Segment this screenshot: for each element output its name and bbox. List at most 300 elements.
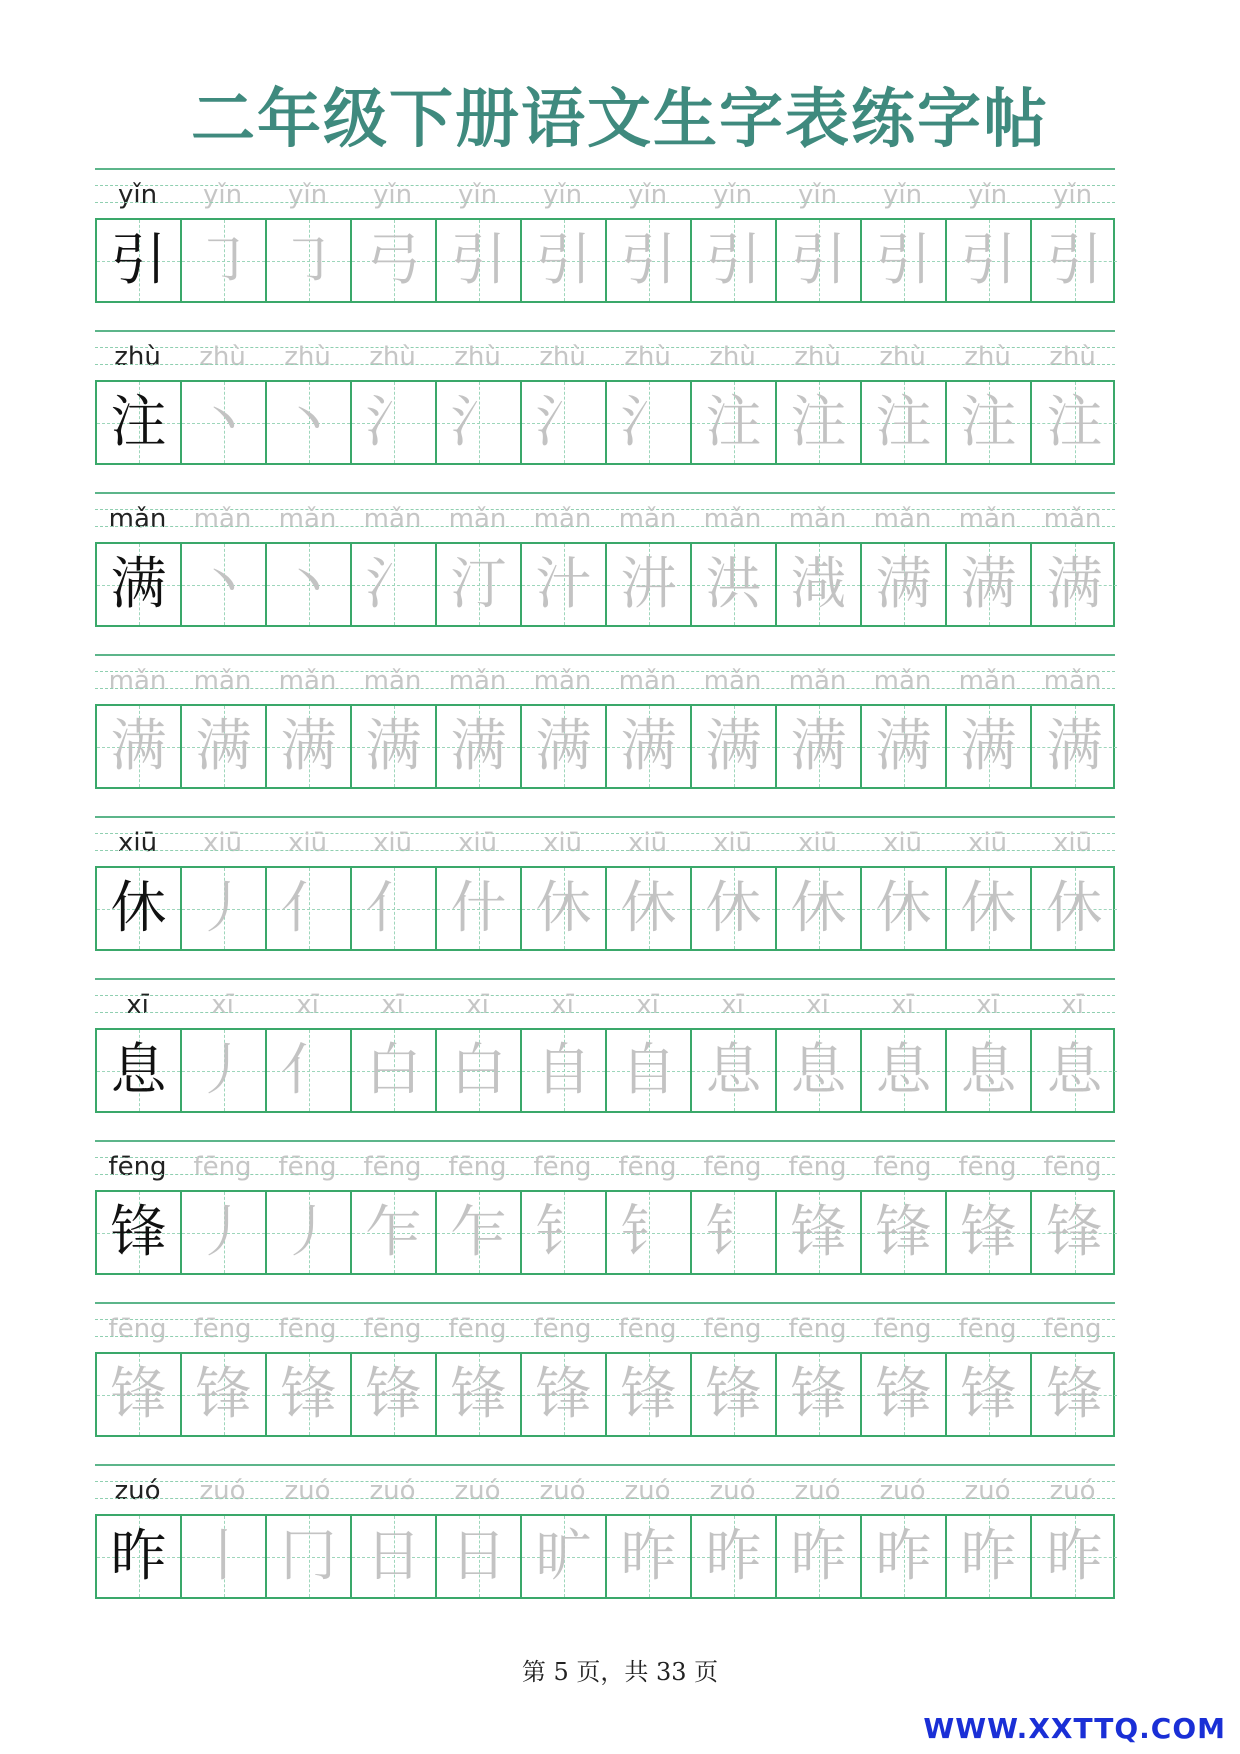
pinyin-guide-band — [95, 1464, 1115, 1514]
writing-cell[interactable] — [1032, 1354, 1117, 1435]
writing-cell[interactable] — [947, 1354, 1032, 1435]
pinyin-trace: zuó — [964, 1476, 1011, 1506]
trace-character: 锋 — [790, 1200, 847, 1265]
trace-character: 冂 — [280, 1524, 337, 1589]
pinyin-guide-band — [95, 492, 1115, 542]
pinyin-trace: zhù — [709, 342, 756, 372]
writing-cell[interactable] — [437, 706, 522, 787]
writing-cell[interactable] — [267, 706, 352, 787]
writing-cell[interactable] — [607, 1192, 692, 1273]
pinyin-trace: xī — [1061, 990, 1084, 1020]
writing-cell[interactable] — [352, 1030, 437, 1111]
pinyin-trace: mǎn — [788, 666, 847, 696]
writing-cell[interactable] — [97, 544, 182, 625]
writing-cell[interactable] — [692, 544, 777, 625]
writing-cell[interactable] — [777, 220, 862, 301]
pinyin-trace: fēng — [533, 1314, 592, 1344]
writing-cell[interactable] — [777, 1192, 862, 1273]
pinyin-label: fēng — [108, 1152, 167, 1182]
trace-character: 锋 — [450, 1362, 507, 1427]
writing-cell[interactable] — [182, 220, 267, 301]
trace-character: 丿 — [195, 1200, 252, 1265]
pinyin-trace: zuó — [794, 1476, 841, 1506]
writing-cell[interactable] — [352, 544, 437, 625]
model-character: 昨 — [110, 1524, 167, 1589]
pinyin-trace: fēng — [448, 1152, 507, 1182]
trace-character: 汫 — [620, 552, 677, 617]
trace-character: 锋 — [195, 1362, 252, 1427]
writing-cell[interactable] — [437, 1516, 522, 1597]
practice-row — [95, 1464, 1115, 1626]
trace-character: 自 — [535, 1038, 592, 1103]
writing-cell[interactable] — [947, 868, 1032, 949]
writing-cell[interactable] — [607, 1354, 692, 1435]
writing-cell[interactable] — [267, 1192, 352, 1273]
trace-character: 自 — [620, 1038, 677, 1103]
pinyin-guide-band — [95, 330, 1115, 380]
writing-cell[interactable] — [97, 1354, 182, 1435]
writing-cell[interactable] — [947, 1192, 1032, 1273]
pinyin-guide-band — [95, 654, 1115, 704]
writing-cell[interactable] — [267, 1030, 352, 1111]
pinyin-trace: zuó — [539, 1476, 586, 1506]
pinyin-trace: mǎn — [1043, 504, 1102, 534]
pinyin-trace: fēng — [1043, 1152, 1102, 1182]
pinyin-trace: xī — [381, 990, 404, 1020]
writing-cell[interactable] — [522, 220, 607, 301]
writing-cell[interactable] — [777, 1030, 862, 1111]
writing-cell[interactable] — [947, 1516, 1032, 1597]
writing-cell[interactable] — [777, 1354, 862, 1435]
trace-character: 氵 — [365, 390, 422, 455]
trace-character: 昨 — [705, 1524, 762, 1589]
pinyin-trace: mǎn — [873, 504, 932, 534]
writing-cell[interactable] — [862, 382, 947, 463]
writing-cell[interactable] — [777, 544, 862, 625]
site-watermark: WWW.XXTTQ.COM — [923, 1712, 1226, 1745]
writing-cell[interactable] — [1032, 220, 1117, 301]
writing-cell[interactable] — [947, 706, 1032, 787]
trace-character: 锋 — [535, 1362, 592, 1427]
trace-character: 息 — [790, 1038, 847, 1103]
writing-cell[interactable] — [437, 1354, 522, 1435]
pinyin-label: yǐn — [117, 180, 158, 210]
pinyin-trace: fēng — [958, 1152, 1017, 1182]
trace-character: 锋 — [1046, 1362, 1103, 1427]
writing-cell[interactable] — [862, 1192, 947, 1273]
pinyin-trace: zhù — [964, 342, 1011, 372]
writing-cell[interactable] — [437, 544, 522, 625]
pinyin-trace: yǐn — [372, 180, 413, 210]
pinyin-trace: xī — [891, 990, 914, 1020]
writing-cell[interactable] — [692, 868, 777, 949]
pinyin-trace: xī — [806, 990, 829, 1020]
writing-cell[interactable] — [97, 1030, 182, 1111]
writing-cell[interactable] — [97, 706, 182, 787]
pinyin-trace: fēng — [788, 1152, 847, 1182]
pinyin-trace: zhù — [284, 342, 331, 372]
writing-cell[interactable] — [97, 1516, 182, 1597]
pinyin-trace: yǐn — [967, 180, 1008, 210]
writing-cell[interactable] — [692, 1516, 777, 1597]
pinyin-trace: zuó — [709, 1476, 756, 1506]
pinyin-trace: mǎn — [533, 666, 592, 696]
writing-cell[interactable] — [267, 382, 352, 463]
pinyin-label: xiū — [117, 828, 158, 858]
writing-cell[interactable] — [862, 1354, 947, 1435]
pinyin-trace: xī — [636, 990, 659, 1020]
pinyin-trace: fēng — [958, 1314, 1017, 1344]
pinyin-trace: zuó — [369, 1476, 416, 1506]
trace-character: 锋 — [705, 1362, 762, 1427]
pinyin-trace: fēng — [363, 1314, 422, 1344]
trace-character: 满 — [620, 714, 677, 779]
trace-character: 休 — [705, 876, 762, 941]
trace-character: 满 — [450, 714, 507, 779]
pinyin-trace: mǎn — [108, 666, 167, 696]
trace-character: 满 — [705, 714, 762, 779]
trace-character: 引 — [790, 228, 847, 293]
writing-cell[interactable] — [97, 382, 182, 463]
writing-cell[interactable] — [97, 868, 182, 949]
writing-cell[interactable] — [182, 382, 267, 463]
trace-character: 引 — [705, 228, 762, 293]
writing-cell[interactable] — [947, 1030, 1032, 1111]
trace-character: 满 — [875, 714, 932, 779]
trace-character: 汁 — [535, 552, 592, 617]
writing-cell[interactable] — [437, 1030, 522, 1111]
writing-cell[interactable] — [692, 220, 777, 301]
practice-row — [95, 1302, 1115, 1464]
trace-character: 白 — [365, 1038, 422, 1103]
pinyin-trace: xī — [296, 990, 319, 1020]
pinyin-trace: mǎn — [193, 666, 252, 696]
trace-character: 锋 — [1046, 1200, 1103, 1265]
pinyin-trace: zuó — [1049, 1476, 1096, 1506]
pinyin-trace: yǐn — [542, 180, 583, 210]
writing-cell[interactable] — [777, 706, 862, 787]
writing-cell[interactable] — [182, 1192, 267, 1273]
pinyin-trace: fēng — [618, 1152, 677, 1182]
pinyin-trace: mǎn — [278, 504, 337, 534]
trace-character: 昨 — [620, 1524, 677, 1589]
pinyin-guide-band — [95, 1302, 1115, 1352]
writing-cell[interactable] — [1032, 1192, 1117, 1273]
writing-cell[interactable] — [947, 382, 1032, 463]
trace-character: 亻 — [365, 876, 422, 941]
pinyin-trace: zuó — [284, 1476, 331, 1506]
writing-cell[interactable] — [607, 868, 692, 949]
writing-cell[interactable] — [267, 1354, 352, 1435]
trace-character: 钅 — [705, 1200, 762, 1265]
pinyin-label: zhù — [114, 342, 161, 372]
trace-character: 丶 — [195, 552, 252, 617]
writing-cell[interactable] — [607, 1030, 692, 1111]
pinyin-trace: zhù — [1049, 342, 1096, 372]
pinyin-trace: fēng — [1043, 1314, 1102, 1344]
tian-zi-grid — [95, 1028, 1115, 1113]
pinyin-trace: mǎn — [278, 666, 337, 696]
writing-cell[interactable] — [607, 544, 692, 625]
writing-cell[interactable] — [437, 220, 522, 301]
writing-cell[interactable] — [97, 1192, 182, 1273]
writing-cell[interactable] — [1032, 382, 1117, 463]
trace-character: 休 — [1046, 876, 1103, 941]
writing-cell[interactable] — [267, 220, 352, 301]
writing-cell[interactable] — [437, 382, 522, 463]
pinyin-trace: yǐn — [797, 180, 838, 210]
trace-character: 满 — [280, 714, 337, 779]
writing-cell[interactable] — [522, 1192, 607, 1273]
trace-character: 注 — [960, 390, 1017, 455]
writing-cell[interactable] — [692, 1030, 777, 1111]
pinyin-trace: xiū — [202, 828, 243, 858]
writing-cell[interactable] — [862, 544, 947, 625]
model-character: 锋 — [110, 1200, 167, 1265]
writing-cell[interactable] — [777, 868, 862, 949]
pinyin-trace: fēng — [363, 1152, 422, 1182]
writing-cell[interactable] — [267, 1516, 352, 1597]
writing-cell[interactable] — [607, 220, 692, 301]
trace-character: 昨 — [960, 1524, 1017, 1589]
trace-character: 息 — [960, 1038, 1017, 1103]
writing-cell[interactable] — [1032, 868, 1117, 949]
writing-cell[interactable] — [182, 1516, 267, 1597]
pinyin-trace: zhù — [624, 342, 671, 372]
pinyin-trace: xī — [551, 990, 574, 1020]
writing-cell[interactable] — [522, 868, 607, 949]
trace-character: 洪 — [705, 552, 762, 617]
pinyin-trace: mǎn — [533, 504, 592, 534]
trace-character: 氵 — [620, 390, 677, 455]
pinyin-trace: zuó — [199, 1476, 246, 1506]
trace-character: 丨 — [195, 1524, 252, 1589]
tian-zi-grid — [95, 542, 1115, 627]
pinyin-trace: xiū — [627, 828, 668, 858]
trace-character: 满 — [1046, 552, 1103, 617]
writing-cell[interactable] — [352, 382, 437, 463]
pinyin-trace: zuó — [624, 1476, 671, 1506]
writing-cell[interactable] — [1032, 1516, 1117, 1597]
trace-character: 渽 — [790, 552, 847, 617]
writing-cell[interactable] — [1032, 706, 1117, 787]
writing-cell[interactable] — [267, 868, 352, 949]
trace-character: 满 — [535, 714, 592, 779]
pinyin-guide-band — [95, 978, 1115, 1028]
trace-character: 丶 — [195, 390, 252, 455]
trace-character: 锋 — [365, 1362, 422, 1427]
trace-character: 注 — [875, 390, 932, 455]
trace-character: 丶 — [280, 552, 337, 617]
pinyin-trace: xiū — [457, 828, 498, 858]
trace-character: 满 — [1046, 714, 1103, 779]
pinyin-trace: xī — [211, 990, 234, 1020]
trace-character: 锋 — [790, 1362, 847, 1427]
writing-cell[interactable] — [267, 544, 352, 625]
trace-character: 丿 — [195, 876, 252, 941]
writing-cell[interactable] — [352, 1516, 437, 1597]
pinyin-trace: mǎn — [448, 504, 507, 534]
writing-cell[interactable] — [352, 868, 437, 949]
trace-character: 锋 — [875, 1362, 932, 1427]
pinyin-trace: xiū — [1052, 828, 1093, 858]
trace-character: 什 — [450, 876, 507, 941]
writing-cell[interactable] — [97, 220, 182, 301]
practice-row — [95, 654, 1115, 816]
writing-cell[interactable] — [947, 544, 1032, 625]
writing-cell[interactable] — [352, 1192, 437, 1273]
pinyin-trace: fēng — [193, 1152, 252, 1182]
trace-character: 丿 — [195, 1038, 252, 1103]
pinyin-trace: yǐn — [1052, 180, 1093, 210]
pinyin-trace: mǎn — [703, 666, 762, 696]
trace-character: ㇆ — [280, 228, 337, 293]
writing-cell[interactable] — [692, 1192, 777, 1273]
writing-cell[interactable] — [777, 1516, 862, 1597]
trace-character: 弓 — [365, 228, 422, 293]
pinyin-trace: fēng — [873, 1314, 932, 1344]
trace-character: 乍 — [365, 1200, 422, 1265]
pinyin-trace: zuó — [454, 1476, 501, 1506]
writing-cell[interactable] — [862, 1516, 947, 1597]
writing-cell[interactable] — [352, 220, 437, 301]
trace-character: 引 — [450, 228, 507, 293]
writing-cell[interactable] — [1032, 544, 1117, 625]
practice-row — [95, 492, 1115, 654]
model-character: 息 — [110, 1038, 167, 1103]
practice-row — [95, 816, 1115, 978]
pinyin-trace: xiū — [542, 828, 583, 858]
writing-cell[interactable] — [862, 868, 947, 949]
trace-character: 丶 — [280, 390, 337, 455]
trace-character: 锋 — [280, 1362, 337, 1427]
writing-cell[interactable] — [862, 1030, 947, 1111]
pinyin-trace: fēng — [448, 1314, 507, 1344]
trace-character: 氵 — [450, 390, 507, 455]
tian-zi-grid — [95, 1352, 1115, 1437]
writing-cell[interactable] — [182, 868, 267, 949]
writing-cell[interactable] — [352, 706, 437, 787]
pinyin-trace: fēng — [703, 1152, 762, 1182]
trace-character: 锋 — [110, 1362, 167, 1427]
pinyin-trace: fēng — [533, 1152, 592, 1182]
writing-cell[interactable] — [777, 382, 862, 463]
writing-cell[interactable] — [522, 382, 607, 463]
pinyin-trace: mǎn — [618, 504, 677, 534]
writing-cell[interactable] — [182, 706, 267, 787]
writing-cell[interactable] — [182, 1354, 267, 1435]
pinyin-trace: fēng — [278, 1314, 337, 1344]
writing-cell[interactable] — [437, 1192, 522, 1273]
writing-cell[interactable] — [947, 220, 1032, 301]
trace-character: 钅 — [620, 1200, 677, 1265]
page-title: 二年级下册语文生字表练字帖 — [191, 83, 1049, 157]
writing-cell[interactable] — [437, 868, 522, 949]
trace-character: 满 — [875, 552, 932, 617]
pinyin-trace: mǎn — [873, 666, 932, 696]
pinyin-trace: yǐn — [202, 180, 243, 210]
pinyin-label: mǎn — [108, 504, 167, 534]
trace-character: 氵 — [365, 552, 422, 617]
pinyin-trace: xī — [976, 990, 999, 1020]
trace-character: 休 — [535, 876, 592, 941]
trace-character: 引 — [535, 228, 592, 293]
pinyin-label: xī — [126, 990, 149, 1020]
pinyin-trace: mǎn — [703, 504, 762, 534]
model-character: 注 — [110, 390, 167, 455]
trace-character: 丿 — [280, 1200, 337, 1265]
writing-cell[interactable] — [607, 706, 692, 787]
writing-cell[interactable] — [182, 1030, 267, 1111]
pinyin-trace: mǎn — [1043, 666, 1102, 696]
writing-cell[interactable] — [1032, 1030, 1117, 1111]
trace-character: 引 — [875, 228, 932, 293]
practice-row — [95, 978, 1115, 1140]
writing-cell[interactable] — [182, 544, 267, 625]
trace-character: 注 — [790, 390, 847, 455]
trace-character: 昨 — [790, 1524, 847, 1589]
writing-cell[interactable] — [607, 1516, 692, 1597]
writing-cell[interactable] — [692, 1354, 777, 1435]
trace-character: 锋 — [620, 1362, 677, 1427]
pinyin-trace: mǎn — [958, 666, 1017, 696]
trace-character: 满 — [365, 714, 422, 779]
pinyin-trace: xī — [721, 990, 744, 1020]
model-character: 引 — [110, 228, 167, 293]
trace-character: 满 — [110, 714, 167, 779]
trace-character: 引 — [1046, 228, 1103, 293]
pinyin-trace: zhù — [454, 342, 501, 372]
writing-cell[interactable] — [352, 1354, 437, 1435]
writing-cell[interactable] — [862, 706, 947, 787]
pinyin-trace: fēng — [618, 1314, 677, 1344]
pinyin-trace: xī — [466, 990, 489, 1020]
pinyin-trace: mǎn — [958, 504, 1017, 534]
trace-character: 亻 — [280, 876, 337, 941]
tian-zi-grid — [95, 380, 1115, 465]
pinyin-trace: yǐn — [457, 180, 498, 210]
practice-row — [95, 168, 1115, 330]
pinyin-trace: fēng — [108, 1314, 167, 1344]
trace-character: 锋 — [960, 1200, 1017, 1265]
writing-cell[interactable] — [692, 382, 777, 463]
pinyin-trace: yǐn — [712, 180, 753, 210]
writing-cell[interactable] — [522, 1516, 607, 1597]
writing-cell[interactable] — [692, 706, 777, 787]
writing-cell[interactable] — [522, 1030, 607, 1111]
pinyin-trace: fēng — [788, 1314, 847, 1344]
pinyin-guide-band — [95, 816, 1115, 866]
pinyin-trace: xiū — [712, 828, 753, 858]
pinyin-trace: fēng — [278, 1152, 337, 1182]
pinyin-trace: xiū — [882, 828, 923, 858]
trace-character: 氵 — [535, 390, 592, 455]
trace-character: 昨 — [875, 1524, 932, 1589]
writing-cell[interactable] — [522, 706, 607, 787]
pinyin-trace: fēng — [703, 1314, 762, 1344]
pinyin-guide-band — [95, 168, 1115, 218]
trace-character: 满 — [960, 714, 1017, 779]
writing-cell[interactable] — [862, 220, 947, 301]
writing-cell[interactable] — [607, 382, 692, 463]
writing-cell[interactable] — [522, 544, 607, 625]
practice-row — [95, 1140, 1115, 1302]
pinyin-trace: mǎn — [193, 504, 252, 534]
writing-cell[interactable] — [522, 1354, 607, 1435]
pinyin-guide-band — [95, 1140, 1115, 1190]
tian-zi-grid — [95, 1190, 1115, 1275]
tian-zi-grid — [95, 1514, 1115, 1599]
